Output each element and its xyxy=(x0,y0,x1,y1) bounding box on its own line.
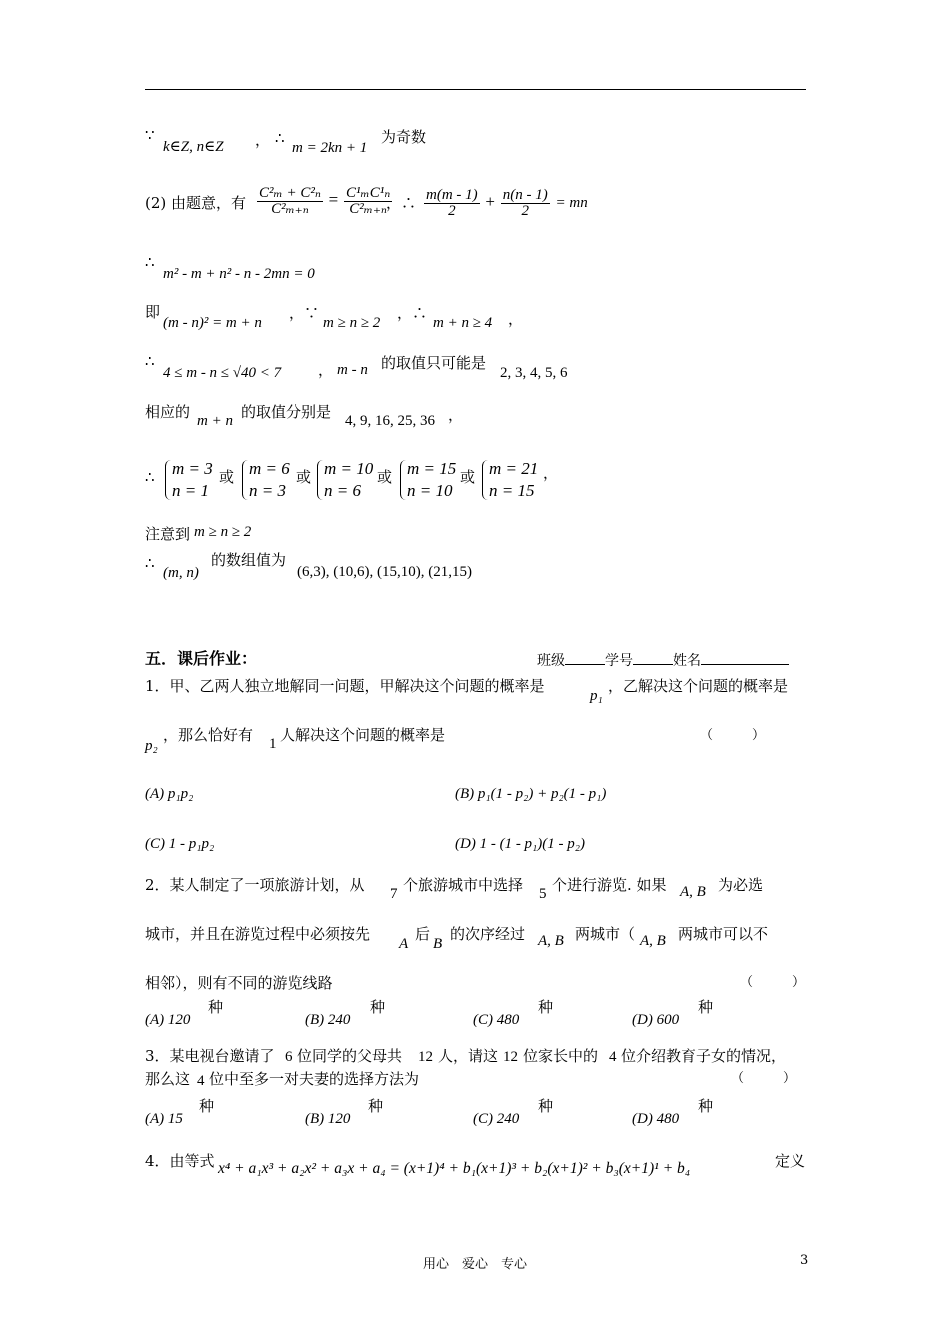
unit-label: 种 xyxy=(208,998,224,1016)
text-given: (2) 由题意，有 xyxy=(145,194,247,212)
system-5: m = 21 n = 15 xyxy=(480,458,541,502)
text-or: 或 xyxy=(296,468,312,486)
math-inequality: m ≥ n ≥ 2 xyxy=(323,315,381,331)
unit-label: 种 xyxy=(370,998,386,1016)
q3-option-a[interactable]: (A) 15 xyxy=(145,1111,183,1127)
text-possible-values: 的取值只可能是 xyxy=(381,354,487,372)
q1-option-c[interactable]: (C) 1 - p₁p₂ xyxy=(145,836,215,852)
q2-b: B xyxy=(433,936,443,952)
q2-line3: 相邻），则有不同的游览线路 xyxy=(145,974,333,992)
q2-n5: 5 xyxy=(539,886,547,902)
q2-ab-2: A, B xyxy=(538,933,564,949)
unit-label: 种 xyxy=(199,1097,215,1115)
q3-option-d[interactable]: (D) 480 xyxy=(632,1111,680,1127)
math-square: (m - n)² = m + n xyxy=(163,315,262,331)
system-2: m = 6 n = 3 xyxy=(240,458,293,502)
q3-option-b[interactable]: (B) 120 xyxy=(305,1111,351,1127)
q2-line1c: 个进行游览. 如果 xyxy=(552,876,667,894)
q2-line2d: 两城市（ xyxy=(575,925,636,943)
q2-a: A xyxy=(399,936,409,952)
q1-line2a: ，那么恰好有 xyxy=(163,726,254,744)
math-m-odd: m = 2kn + 1 xyxy=(292,140,368,156)
text-ie: 即 xyxy=(145,303,161,321)
therefore-symbol: ，∴ xyxy=(397,304,428,322)
q2-line1a: 2．某人制定了一项旅游计划，从 xyxy=(145,876,365,894)
q1-one: 1 xyxy=(269,736,277,752)
page-number: 3 xyxy=(800,1253,809,1268)
unit-label: 种 xyxy=(698,998,714,1016)
q2-line1b: 个旅游城市中选择 xyxy=(403,876,524,894)
math-k-n-in-z: k∈Z, n∈Z xyxy=(163,139,224,155)
comma: ， xyxy=(543,464,559,482)
q2-line2e: 两城市可以不 xyxy=(678,925,769,943)
unit-label: 种 xyxy=(538,998,554,1016)
therefore-symbol: ，∴ xyxy=(386,194,417,212)
fraction-combinations: $\frac{\text{C²ₘ + C²ₙ}}{\text{C²ₘ₊ₙ}}$ = $\frac{\text{C¹ₘC¹ₙ}}{\text{C²ₘ₊ₙ}}$ xyxy=(259,185,391,217)
q1-line2b: 人解决这个问题的概率是 xyxy=(280,726,446,744)
q3-line1a: 3．某电视台邀请了 xyxy=(145,1047,275,1065)
q1-p2: p₂ xyxy=(145,738,158,754)
q2-ab: A, B xyxy=(680,884,706,900)
q3-n12b: 12 xyxy=(503,1049,518,1065)
id-label: 学号 xyxy=(605,653,633,669)
value-list: 2, 3, 4, 5, 6 xyxy=(500,365,568,381)
system-1: m = 3 n = 1 xyxy=(163,458,216,502)
class-label: 班级 xyxy=(537,653,565,669)
q1-line1: 1．甲、乙两人独立地解同一问题，甲解决这个问题的概率是 xyxy=(145,677,545,695)
value-pairs: (6,3), (10,6), (15,10), (21,15) xyxy=(297,564,472,580)
q3-option-c[interactable]: (C) 240 xyxy=(473,1111,520,1127)
math-equation: m² - m + n² - n - 2mn = 0 xyxy=(163,266,315,282)
math-difference: m - n xyxy=(337,362,368,378)
q2-line2c: 的次序经过 xyxy=(450,925,526,943)
text-values-are: 的取值分别是 xyxy=(241,403,332,421)
q1-option-d[interactable]: (D) 1 - (1 - p₁)(1 - p₂) xyxy=(455,836,585,852)
q2-option-c[interactable]: (C) 480 xyxy=(473,1012,520,1028)
q3-n4b: 4 xyxy=(197,1073,205,1089)
q1-line1b: ，乙解决这个问题的概率是 xyxy=(608,677,789,695)
therefore-symbol: ∴ xyxy=(145,468,155,486)
footer-text: 用心 爱心 专心 xyxy=(422,1257,527,1272)
class-field[interactable] xyxy=(565,664,605,665)
q1-p1: p₁ xyxy=(590,688,603,704)
q2-option-d[interactable]: (D) 600 xyxy=(632,1012,680,1028)
q3-line1c: 人，请这 xyxy=(438,1047,499,1065)
q2-option-b[interactable]: (B) 240 xyxy=(305,1012,351,1028)
text-note: 注意到 xyxy=(145,525,191,543)
q1-option-a[interactable]: (A) p₁p₂ xyxy=(145,786,194,802)
math-sum-bound: m + n ≥ 4 xyxy=(433,315,493,331)
because-symbol: ，∵ xyxy=(289,304,320,322)
q3-line1b: 位同学的父母共 xyxy=(297,1047,403,1065)
comma: ， xyxy=(255,131,271,149)
q3-n12a: 12 xyxy=(418,1049,433,1065)
text-array-values: 的数组值为 xyxy=(211,551,287,569)
value-list-sums: 4, 9, 16, 25, 36 xyxy=(345,413,435,429)
text-or: 或 xyxy=(219,468,235,486)
therefore-symbol: ∴ xyxy=(145,253,155,271)
header-rule xyxy=(145,89,806,90)
q2-ab-3: A, B xyxy=(640,933,666,949)
q4-prefix: 4．由等式 xyxy=(145,1152,215,1170)
q3-n6: 6 xyxy=(285,1049,293,1065)
fraction-expansion: $\frac{m(m - 1)}{2}$ + $\frac{n(n - 1)}{2}$ = mn xyxy=(426,187,588,219)
text-corresponding: 相应的 xyxy=(145,403,191,421)
id-field[interactable] xyxy=(633,664,673,665)
text-or: 或 xyxy=(377,468,393,486)
unit-label: 种 xyxy=(698,1097,714,1115)
q1-option-b[interactable]: (B) p₁(1 - p₂) + p₂(1 - p₁) xyxy=(455,786,607,802)
math-condition: m ≥ n ≥ 2 xyxy=(194,524,252,540)
system-3: m = 10 n = 6 xyxy=(315,458,376,502)
q2-line2a: 城市，并且在游览过程中必须按先 xyxy=(145,925,371,943)
unit-label: 种 xyxy=(368,1097,384,1115)
q2-option-a[interactable]: (A) 120 xyxy=(145,1012,191,1028)
q2-line2b: 后 xyxy=(415,925,431,943)
therefore-symbol: ∴ xyxy=(275,129,285,147)
system-4: m = 15 n = 10 xyxy=(398,458,459,502)
math-sum: m + n xyxy=(197,413,233,429)
q3-line1d: 位家长中的 xyxy=(523,1047,599,1065)
q4-suffix: 定义 xyxy=(775,1152,806,1170)
q2-answer-paren[interactable]: （ ） xyxy=(740,975,806,990)
comma: ， xyxy=(448,406,464,424)
section-title: 五．课后作业： xyxy=(145,649,258,668)
comma: ， xyxy=(508,310,524,328)
q3-line2a: 那么这 xyxy=(145,1070,191,1088)
q3-line1e: 位介绍教育子女的情况， xyxy=(621,1047,787,1065)
q3-n4a: 4 xyxy=(609,1049,617,1065)
q3-answer-paren[interactable]: （ ） xyxy=(731,1071,797,1086)
name-label: 姓名 xyxy=(673,653,701,669)
therefore-symbol: ∴ xyxy=(145,352,155,370)
therefore-symbol: ∴ xyxy=(145,554,155,572)
math-pair: (m, n) xyxy=(163,565,199,581)
math-bound: 4 ≤ m - n ≤ √40 < 7 xyxy=(163,365,282,381)
comma: ， xyxy=(318,361,334,379)
q3-line2b: 位中至多一对夫妻的选择方法为 xyxy=(209,1070,420,1088)
because-symbol: ∵ xyxy=(145,126,155,144)
q2-n7: 7 xyxy=(390,886,398,902)
q2-line1d: 为必选 xyxy=(718,876,764,894)
name-field[interactable] xyxy=(701,664,789,665)
text-odd: 为奇数 xyxy=(381,128,427,146)
student-info xyxy=(537,654,789,668)
text-or: 或 xyxy=(460,468,476,486)
q1-answer-paren[interactable]: （ ） xyxy=(700,728,766,743)
unit-label: 种 xyxy=(538,1097,554,1115)
q4-identity: x⁴ + a₁x³ + a₂x² + a₃x + a₄ = (x+1)⁴ + b₁(x+1)³ + b₂(x+1)² + b₃(x+1)¹ + b₄ xyxy=(218,1160,691,1177)
